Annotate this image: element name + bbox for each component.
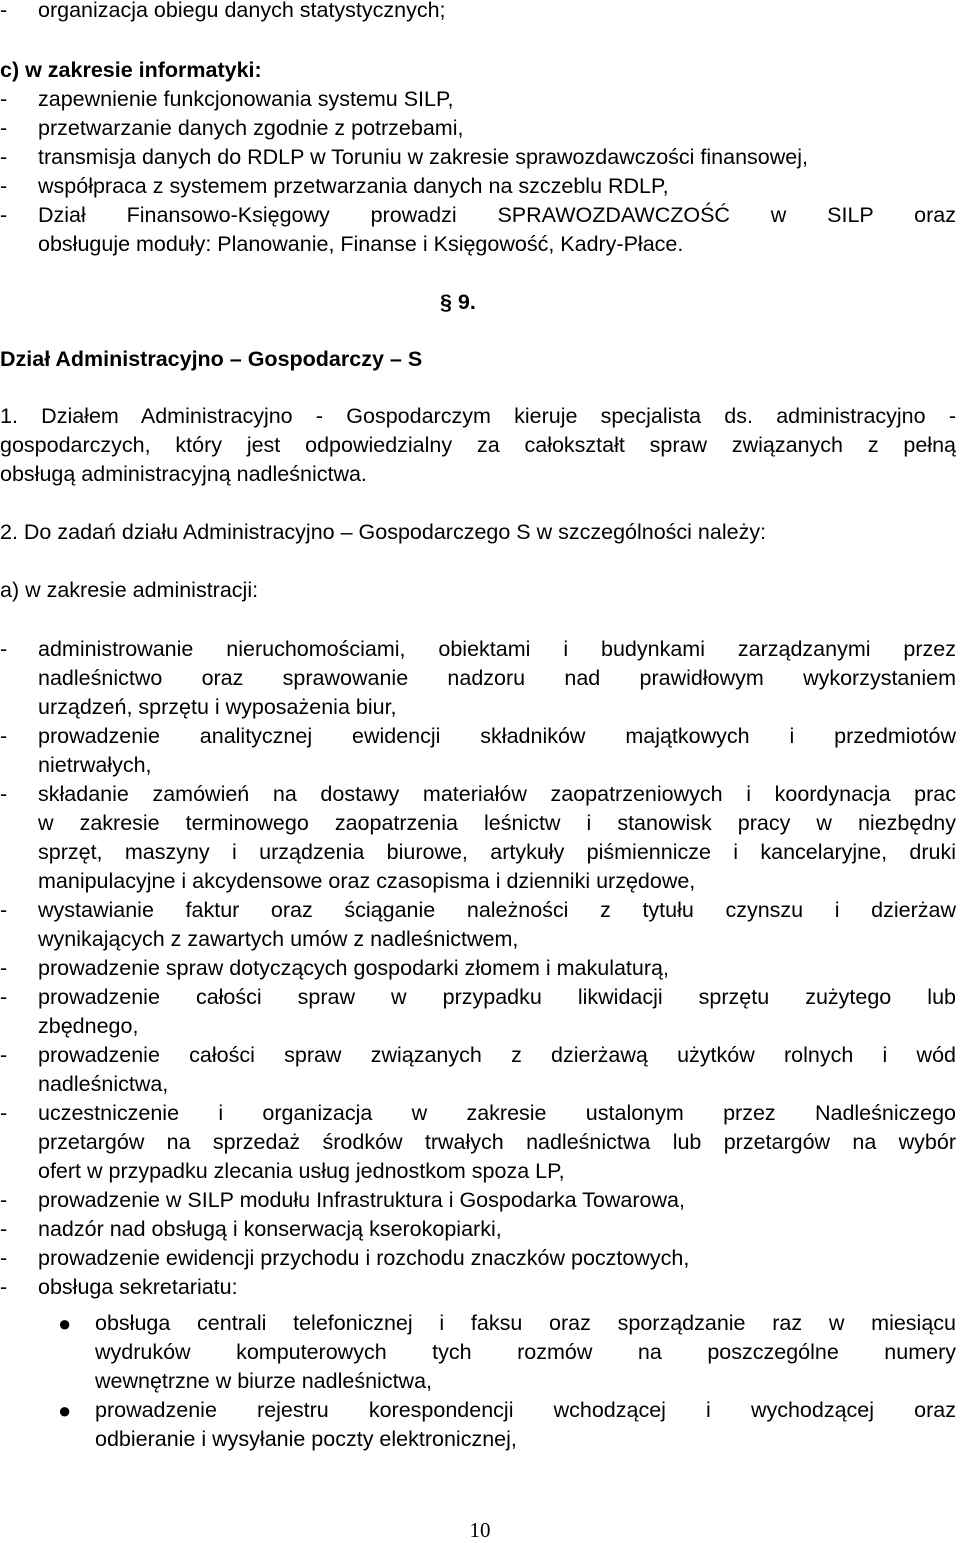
list-item-text: prowadzenie spraw dotyczących gospodarki złomem i makulaturą, bbox=[38, 956, 669, 980]
list-item-text: przetargów na sprzedaż środków trwałych nadleśnictwa lub przetargów na wybór bbox=[38, 1130, 956, 1154]
dash-marker: - bbox=[0, 1246, 8, 1270]
dash-marker: - bbox=[0, 87, 8, 111]
bullet-icon: ● bbox=[58, 1311, 72, 1336]
bullet-item-text: wydruków komputerowych tych rozmów na poszczególne numery bbox=[95, 1340, 956, 1364]
bullet-item-text: wewnętrzne w biurze nadleśnictwa, bbox=[95, 1369, 432, 1393]
list-item-text: transmisja danych do RDLP w Toruniu w zakresie sprawozdawczości finansowej, bbox=[38, 145, 808, 169]
list-item-text: wynikających z zawartych umów z nadleśnictwem, bbox=[38, 927, 519, 951]
dash-marker: - bbox=[0, 637, 8, 661]
list-item-text: prowadzenie w SILP modułu Infrastruktura i Gospodarka Towarowa, bbox=[38, 1188, 685, 1212]
dash-marker: - bbox=[0, 203, 8, 227]
page-number: 10 bbox=[469, 1518, 491, 1542]
list-item-text: Dział Finansowo-Księgowy prowadzi SPRAWOZDAWCZOŚĆ w SILP oraz bbox=[38, 203, 956, 227]
list-item-text: zbędnego, bbox=[38, 1014, 139, 1038]
list-item-text: obsługa sekretariatu: bbox=[38, 1275, 238, 1299]
dash-marker: - bbox=[0, 898, 8, 922]
bullet-item-text: obsługa centrali telefonicznej i faksu oraz sporządzanie raz w miesiącu bbox=[95, 1311, 956, 1335]
dash-marker: - bbox=[0, 985, 8, 1009]
list-item-text: administrowanie nieruchomościami, obiektami i budynkami zarządzanymi przez bbox=[38, 637, 956, 661]
bullet-item-text: prowadzenie rejestru korespondencji wchodzącej i wychodzącej oraz bbox=[95, 1398, 956, 1422]
list-item-text: nietrwałych, bbox=[38, 753, 152, 777]
list-item-text: ofert w przypadku zlecania usług jednostkom spoza LP, bbox=[38, 1159, 565, 1183]
dash-marker: - bbox=[0, 116, 8, 140]
list-item-text: prowadzenie analitycznej ewidencji składników majątkowych i przedmiotów bbox=[38, 724, 956, 748]
list-item-text: prowadzenie ewidencji przychodu i rozchodu znaczków pocztowych, bbox=[38, 1246, 690, 1270]
list-item-text: prowadzenie całości spraw związanych z dzierżawą użytków rolnych i wód bbox=[38, 1043, 956, 1067]
subsection-heading: a) w zakresie administracji: bbox=[0, 578, 259, 602]
dash-marker: - bbox=[0, 1188, 8, 1212]
paragraph-number: § 9. bbox=[440, 290, 476, 314]
list-item-continuation: obsługuje moduły: Planowanie, Finanse i Księgowość, Kadry-Płace. bbox=[38, 232, 684, 256]
dash-marker: - bbox=[0, 724, 8, 748]
list-item-text: sprzęt, maszyny i urządzenia biurowe, artykuły piśmiennicze i kancelaryjne, druki bbox=[38, 840, 956, 864]
list-item-text: uczestniczenie i organizacja w zakresie ustalonym przez Nadleśniczego bbox=[38, 1101, 956, 1125]
paragraph-line: 1. Działem Administracyjno - Gospodarczym kieruje specjalista ds. administracyjno - bbox=[0, 404, 956, 428]
list-item-text: wystawianie faktur oraz ściąganie należności z tytułu czynszu i dzierżaw bbox=[38, 898, 956, 922]
paragraph-line: gospodarczych, który jest odpowiedzialny za całokształt spraw związanych z pełną bbox=[0, 433, 956, 457]
list-item-text: prowadzenie całości spraw w przypadku likwidacji sprzętu zużytego lub bbox=[38, 985, 956, 1009]
dash-marker: - bbox=[0, 1217, 8, 1241]
dash-marker: - bbox=[0, 1101, 8, 1125]
dash-marker: - bbox=[0, 956, 8, 980]
dash-marker: - bbox=[0, 782, 8, 806]
list-item-text: w zakresie terminowego zaopatrzenia leśnictw i stanowisk pracy w niezbędny bbox=[38, 811, 956, 835]
department-title: Dział Administracyjno – Gospodarczy – S bbox=[0, 347, 423, 371]
list-item-text: manipulacyjne i akcydensowe oraz czasopisma i dzienniki urzędowe, bbox=[38, 869, 696, 893]
list-item-text: składanie zamówień na dostawy materiałów zaopatrzeniowych i koordynacja prac bbox=[38, 782, 956, 806]
bullet-item-text: odbieranie i wysyłanie poczty elektronicznej, bbox=[95, 1427, 517, 1451]
dash-marker: - bbox=[0, 1043, 8, 1067]
list-item-text: nadzór nad obsługą i konserwacją kserokopiarki, bbox=[38, 1217, 502, 1241]
section-heading: c) w zakresie informatyki: bbox=[0, 58, 262, 82]
paragraph-line: 2. Do zadań działu Administracyjno – Gospodarczego S w szczególności należy: bbox=[0, 520, 767, 544]
list-item-text: współpraca z systemem przetwarzania danych na szczeblu RDLP, bbox=[38, 174, 669, 198]
dash-marker: - bbox=[0, 174, 8, 198]
list-item-text: nadleśnictwo oraz sprawowanie nadzoru nad prawidłowym wykorzystaniem bbox=[38, 666, 956, 690]
dash-marker: - bbox=[0, 0, 8, 22]
list-item-text: zapewnienie funkcjonowania systemu SILP, bbox=[38, 87, 454, 111]
dash-marker: - bbox=[0, 1275, 8, 1299]
dash-marker: - bbox=[0, 145, 8, 169]
bullet-icon: ● bbox=[58, 1398, 72, 1423]
paragraph-line: obsługą administracyjną nadleśnictwa. bbox=[0, 462, 367, 486]
list-item-text: urządzeń, sprzętu i wyposażenia biur, bbox=[38, 695, 397, 719]
list-item-text: przetwarzanie danych zgodnie z potrzebami, bbox=[38, 116, 464, 140]
list-item-text: nadleśnictwa, bbox=[38, 1072, 169, 1096]
list-item-text: organizacja obiegu danych statystycznych; bbox=[38, 0, 446, 22]
